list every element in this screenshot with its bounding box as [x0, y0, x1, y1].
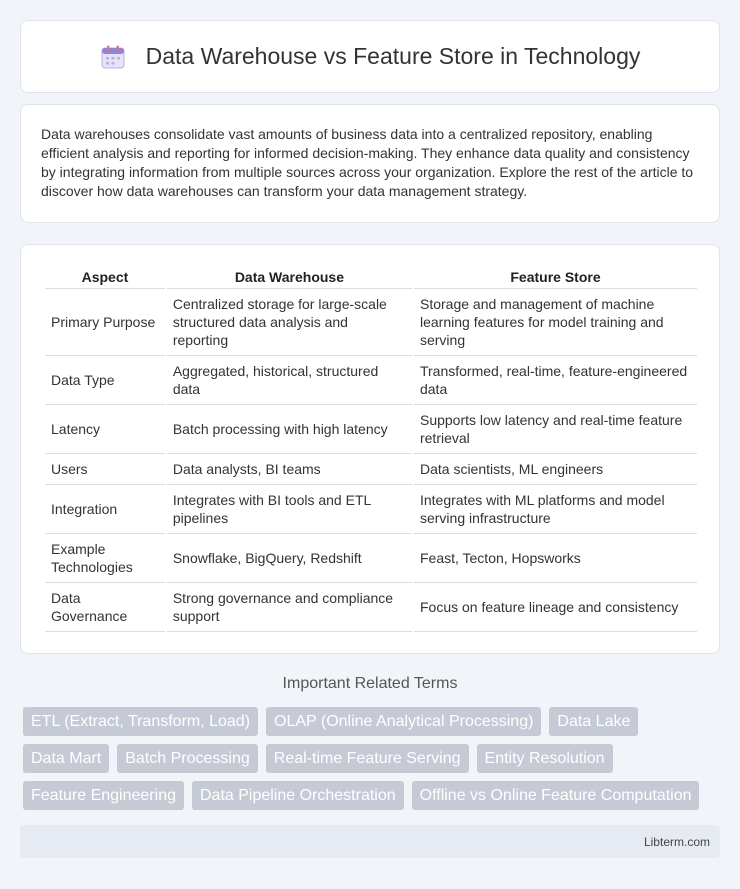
tag-etl[interactable]: ETL (Extract, Transform, Load)	[23, 707, 258, 736]
tag-row	[23, 744, 723, 773]
comparison-card	[20, 244, 720, 654]
tag-entity-resolution[interactable]: Entity Resolution	[477, 744, 613, 773]
row-feature-store: Supports low latency and real-time feature retrieval	[414, 405, 697, 454]
page-title: Data Warehouse vs Feature Store in Technology	[145, 43, 641, 69]
row-aspect: Users	[45, 454, 165, 485]
row-warehouse: Batch processing with high latency	[167, 405, 412, 454]
related-terms-title: Important Related Terms	[282, 675, 458, 692]
table-row	[45, 289, 697, 356]
table-row	[45, 583, 697, 632]
table-row	[45, 454, 697, 485]
intro-text: Data warehouses consolidate vast amounts of business data into a centralized repository, enabling efficient analysis and reporting for informed decision-making. They enhance data quality and consistency by integrating information from multiple sources across your organization. Explore the rest of the article to discover how data warehouses can transform your data management strategy.	[41, 126, 694, 199]
row-feature-store: Transformed, real-time, feature-engineered data	[414, 356, 697, 405]
tag-real-time-feature-serving[interactable]: Real-time Feature Serving	[266, 744, 469, 773]
table-row	[45, 356, 697, 405]
row-feature-store: Data scientists, ML engineers	[414, 454, 697, 485]
row-warehouse: Strong governance and compliance support	[167, 583, 412, 632]
footer	[20, 825, 720, 858]
table-header-row	[45, 265, 697, 289]
header-card	[20, 20, 720, 93]
row-aspect: Example Technologies	[45, 534, 165, 583]
tag-row	[23, 707, 723, 736]
row-feature-store: Integrates with ML platforms and model serving infrastructure	[414, 485, 697, 534]
footer-brand-link[interactable]: Libterm.com	[643, 835, 710, 849]
table-row	[45, 405, 697, 454]
row-aspect: Primary Purpose	[45, 289, 165, 356]
row-feature-store: Feast, Tecton, Hopsworks	[414, 534, 697, 583]
tag-data-lake[interactable]: Data Lake	[549, 707, 638, 736]
tag-feature-engineering[interactable]: Feature Engineering	[23, 781, 184, 810]
row-aspect: Data Type	[45, 356, 165, 405]
table-row	[45, 485, 697, 534]
header-data-warehouse: Data Warehouse	[167, 265, 412, 289]
row-warehouse: Centralized storage for large-scale structured data analysis and reporting	[167, 289, 412, 356]
tag-data-mart[interactable]: Data Mart	[23, 744, 109, 773]
tag-batch-processing[interactable]: Batch Processing	[117, 744, 258, 773]
row-aspect: Latency	[45, 405, 165, 454]
row-feature-store: Focus on feature lineage and consistency	[414, 583, 697, 632]
related-terms-tags	[23, 707, 723, 818]
intro-card	[20, 104, 720, 223]
row-aspect: Integration	[45, 485, 165, 534]
tag-olap[interactable]: OLAP (Online Analytical Processing)	[266, 707, 541, 736]
tag-offline-vs-online[interactable]: Offline vs Online Feature Computation	[412, 781, 700, 810]
row-feature-store: Storage and management of machine learning features for model training and serving	[414, 289, 697, 356]
tag-data-pipeline-orchestration[interactable]: Data Pipeline Orchestration	[192, 781, 404, 810]
calendar-icon	[100, 44, 126, 70]
header-aspect: Aspect	[45, 265, 165, 289]
header-feature-store: Feature Store	[414, 265, 697, 289]
row-warehouse: Data analysts, BI teams	[167, 454, 412, 485]
row-warehouse: Snowflake, BigQuery, Redshift	[167, 534, 412, 583]
row-warehouse: Integrates with BI tools and ETL pipelines	[167, 485, 412, 534]
row-aspect: Data Governance	[45, 583, 165, 632]
row-warehouse: Aggregated, historical, structured data	[167, 356, 412, 405]
comparison-table	[43, 265, 699, 632]
tag-row	[23, 781, 723, 810]
table-row	[45, 534, 697, 583]
